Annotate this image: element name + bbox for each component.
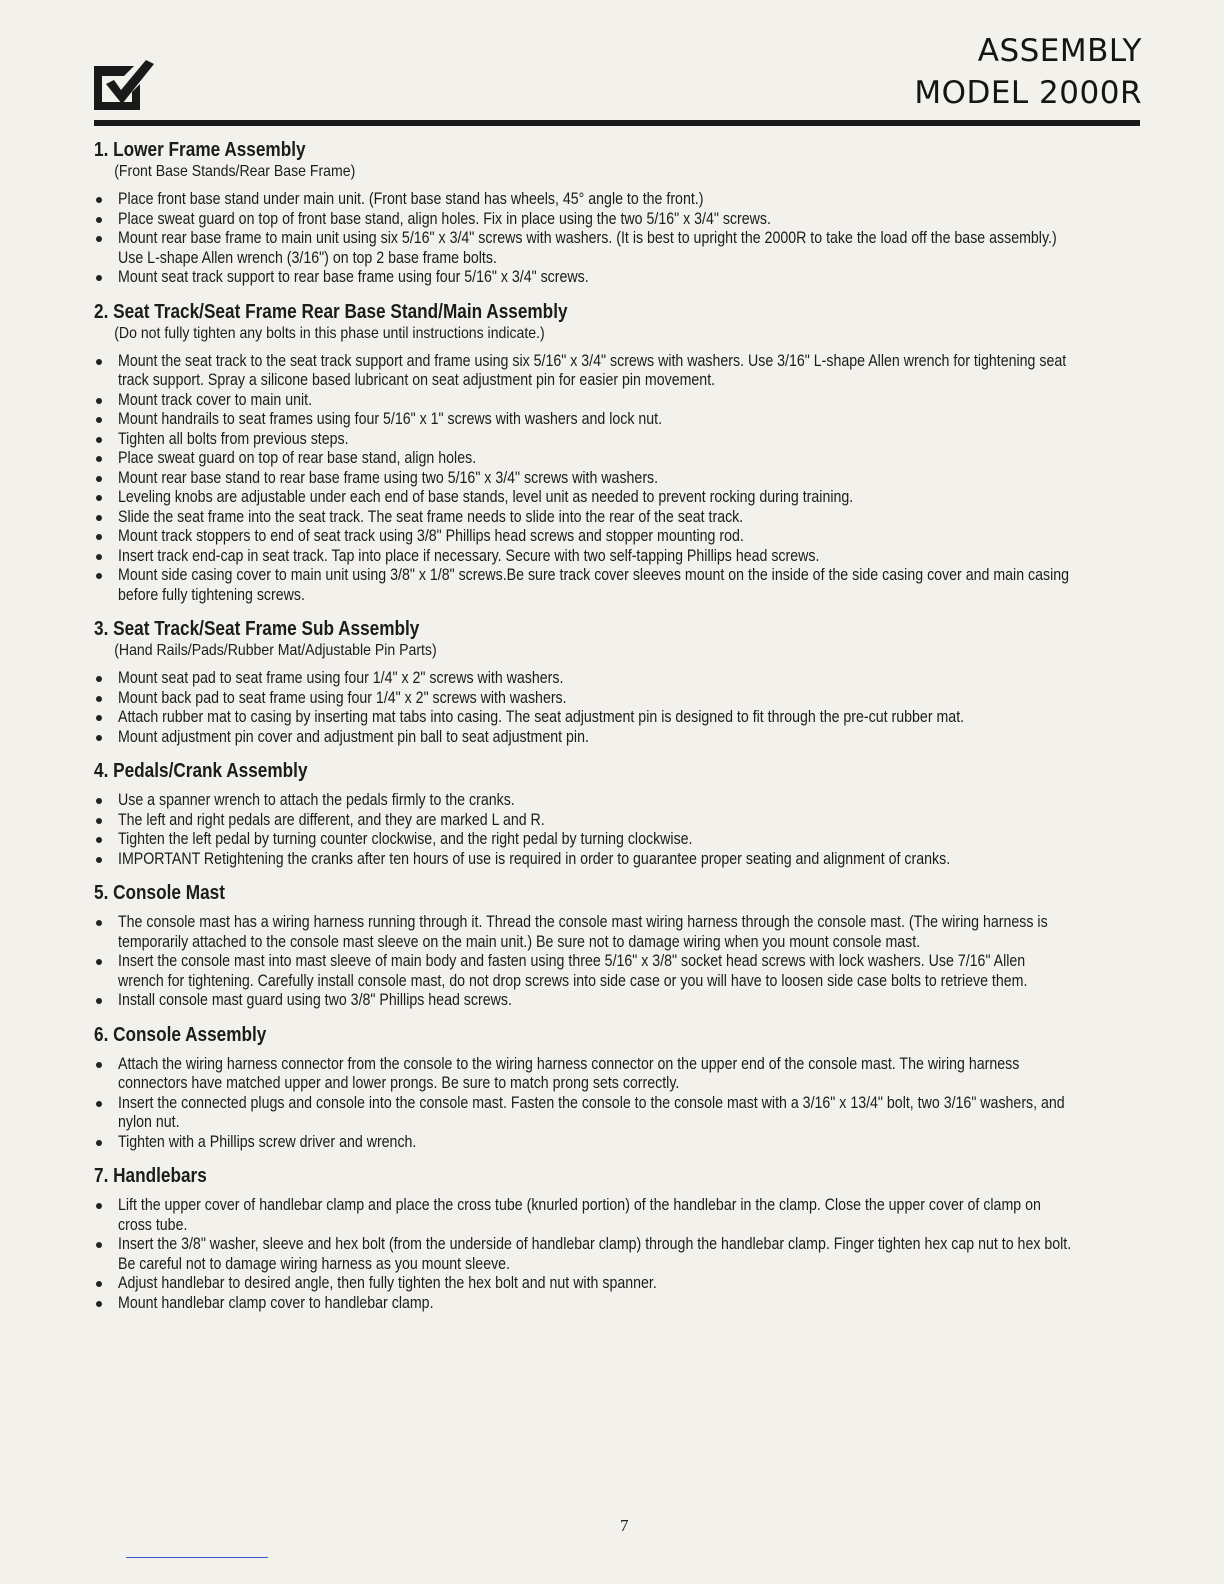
list-item: Mount rear base frame to main unit using six 5/16" x 3/4" screws with washers. (It is best to upright the 2000R to take the load off the base assembly.) Use L-shape Allen wrench (3/16") on top 2 base frame bolts. bbox=[94, 229, 1094, 268]
list-item: Mount track stoppers to end of seat track using 3/8" Phillips head screws and stopper mounting rod. bbox=[94, 527, 1094, 547]
section-subtitle: (Hand Rails/Pads/Rubber Mat/Adjustable Pin Parts) bbox=[114, 642, 437, 659]
list-item: Place front base stand under main unit. (Front base stand has wheels, 45° angle to the front.) bbox=[94, 190, 1094, 210]
list-item: Tighten the left pedal by turning counter clockwise, and the right pedal by turning clockwise. bbox=[94, 830, 1094, 850]
list-item: Insert track end-cap in seat track. Tap into place if necessary. Secure with two self-tapping Phillips head screws. bbox=[94, 547, 1094, 567]
list-item: Mount seat track support to rear base frame using four 5/16" x 3/4" screws. bbox=[94, 268, 1094, 288]
section-handlebars bbox=[94, 1164, 1094, 1313]
list-item: Mount rear base stand to rear base frame using two 5/16" x 3/4" screws with washers. bbox=[94, 469, 1094, 489]
section-seat-track-sub bbox=[94, 617, 1094, 747]
list-item: Mount handrails to seat frames using four 5/16" x 1" screws with washers and lock nut. bbox=[94, 410, 1094, 430]
section-title: 5. Console Mast bbox=[94, 882, 225, 904]
section-console-assembly bbox=[94, 1023, 1094, 1153]
page-number: 7 bbox=[620, 1516, 629, 1535]
section-title: 2. Seat Track/Seat Frame Rear Base Stand/Main Assembly bbox=[94, 300, 568, 323]
section-title: 1. Lower Frame Assembly bbox=[94, 139, 306, 161]
list-item: The left and right pedals are different, and they are marked L and R. bbox=[94, 811, 1094, 831]
section-title: 3. Seat Track/Seat Frame Sub Assembly bbox=[94, 618, 420, 640]
page-header bbox=[0, 0, 1224, 130]
section-pedals-crank bbox=[94, 759, 1094, 869]
list-item: Slide the seat frame into the seat track. The seat frame needs to slide into the rear of the seat track. bbox=[94, 508, 1094, 528]
step-list bbox=[94, 913, 1094, 1011]
list-item: Insert the connected plugs and console into the console mast. Fasten the console to the console mast with a 3/16" x 13/4" bolt, two 3/16" washers, and nylon nut. bbox=[94, 1094, 1094, 1133]
list-item: Install console mast guard using two 3/8" Phillips head screws. bbox=[94, 991, 1094, 1011]
list-item: Lift the upper cover of handlebar clamp and place the cross tube (knurled portion) of the handlebar in the clamp. Close the upper cover of clamp on cross tube. bbox=[94, 1196, 1094, 1235]
list-item: Mount track cover to main unit. bbox=[94, 391, 1094, 411]
list-item: Mount the seat track to the seat track support and frame using six 5/16" x 3/4" screws with washers. Use 3/16" L-shape Allen wrench for tightening seat track support. Spray a silicone based lubricant on seat adjustment pin for easier pin movement. bbox=[94, 352, 1094, 391]
list-item: Mount back pad to seat frame using four 1/4" x 2" screws with washers. bbox=[94, 689, 1094, 709]
list-item: Tighten all bolts from previous steps. bbox=[94, 430, 1094, 450]
list-item: Leveling knobs are adjustable under each end of base stands, level unit as needed to prevent rocking during training. bbox=[94, 488, 1094, 508]
section-title: 6. Console Assembly bbox=[94, 1023, 267, 1046]
section-title: 4. Pedals/Crank Assembly bbox=[94, 760, 308, 782]
step-list bbox=[94, 791, 1094, 869]
section-lower-frame bbox=[94, 138, 1094, 288]
list-item: Place sweat guard on top of front base stand, align holes. Fix in place using the two 5/16" x 3/4" screws. bbox=[94, 210, 1094, 230]
title-line-assembly: ASSEMBLY bbox=[977, 33, 1142, 69]
list-item: Attach the wiring harness connector from the console to the wiring harness connector on the upper end of the console mast. The wiring harness connectors have matched upper and lower prongs. Be sure to match prong sets correctly. bbox=[94, 1055, 1094, 1094]
list-item: Mount adjustment pin cover and adjustment pin ball to seat adjustment pin. bbox=[94, 728, 1094, 748]
step-list bbox=[94, 352, 1094, 606]
list-item: Adjust handlebar to desired angle, then fully tighten the hex bolt and nut with spanner. bbox=[94, 1274, 1094, 1294]
section-subtitle: (Do not fully tighten any bolts in this phase until instructions indicate.) bbox=[114, 324, 545, 342]
instructions-content bbox=[94, 138, 1094, 1325]
list-item: Mount seat pad to seat frame using four 1/4" x 2" screws with washers. bbox=[94, 669, 1094, 689]
list-item: Attach rubber mat to casing by inserting mat tabs into casing. The seat adjustment pin is designed to fit through the pre-cut rubber mat. bbox=[94, 708, 1094, 728]
header-rule bbox=[94, 120, 1140, 126]
step-list bbox=[94, 669, 1094, 747]
section-seat-track-main bbox=[94, 300, 1094, 606]
list-item: Use a spanner wrench to attach the pedals firmly to the cranks. bbox=[94, 791, 1094, 811]
list-item: Insert the 3/8" washer, sleeve and hex bolt (from the underside of handlebar clamp) through the handlebar clamp. Finger tighten hex cap nut to hex bolt. Be careful not to damage wiring harness as you mount sleeve. bbox=[94, 1235, 1094, 1274]
list-item: IMPORTANT Retightening the cranks after ten hours of use is required in order to guarantee proper seating and alignment of cranks. bbox=[94, 850, 1094, 870]
list-item: Insert the console mast into mast sleeve of main body and fasten using three 5/16" x 3/8" socket head screws with lock washers. Use 7/16" Allen wrench for tightening. Carefully install console mast, do not drop screws into side case or you will have to loosen side case bolts to retrieve them. bbox=[94, 952, 1094, 991]
list-item: Tighten with a Phillips screw driver and wrench. bbox=[94, 1133, 1094, 1153]
step-list bbox=[94, 1196, 1094, 1313]
list-item: Mount handlebar clamp cover to handlebar clamp. bbox=[94, 1294, 1094, 1314]
checkmark-icon bbox=[94, 58, 154, 110]
list-item: Mount side casing cover to main unit using 3/8" x 1/8" screws.Be sure track cover sleeves mount on the inside of the side casing cover and main casing before fully tightening screws. bbox=[94, 566, 1094, 605]
list-item: Place sweat guard on top of rear base stand, align holes. bbox=[94, 449, 1094, 469]
step-list bbox=[94, 1055, 1094, 1153]
section-title: 7. Handlebars bbox=[94, 1165, 207, 1187]
footer-divider bbox=[126, 1557, 268, 1558]
document-title bbox=[914, 30, 1142, 114]
section-subtitle: (Front Base Stands/Rear Base Frame) bbox=[114, 163, 356, 180]
title-line-model: MODEL 2000R bbox=[914, 75, 1142, 111]
section-console-mast bbox=[94, 881, 1094, 1011]
list-item: The console mast has a wiring harness running through it. Thread the console mast wiring harness through the console mast. (The wiring harness is temporarily attached to the console mast sleeve on the main unit.) Be sure not to damage wiring when you mount console mast. bbox=[94, 913, 1094, 952]
step-list bbox=[94, 190, 1094, 288]
